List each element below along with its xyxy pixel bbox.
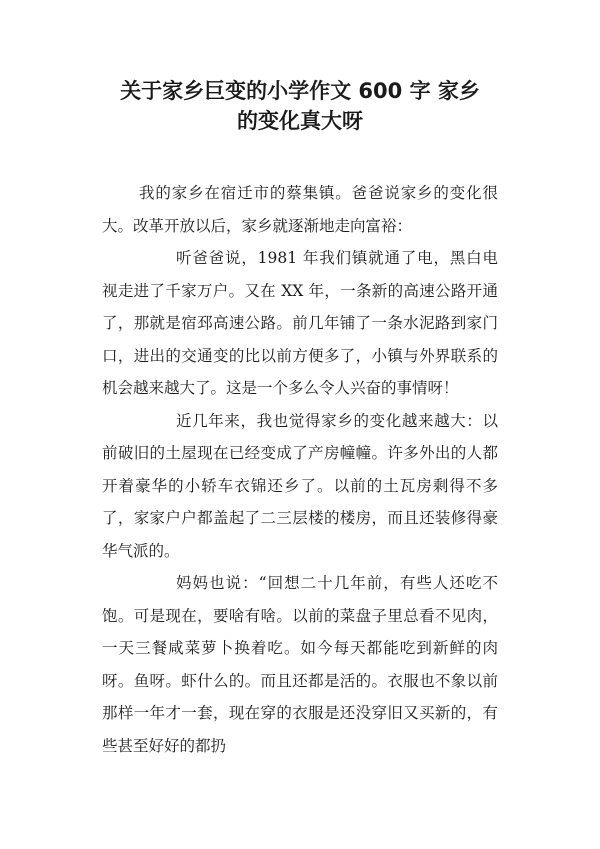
title-line-2: 的变化真大呀 [237,109,363,133]
document-title [80,76,520,136]
paragraph-4: 妈妈也说：“回想二十几年前，有些人还吃不饱。可是现在，要啥有啥。以前的菜盘子里总看不见肉，一天三餐咸菜萝卜换着吃。如今每天都能吃到新鲜的肉呀。鱼呀。虾什么的。而且还都是活的。衣服也不象以前那样一年才一套，现在穿的衣服是还没穿旧又买新的，有些甚至好好的都扔 [102,574,498,755]
title-line-1: 关于家乡巨变的小学作文 600 字 家乡 [120,79,480,103]
paragraph-2: 听爸爸说，1981 年我们镇就通了电，黑白电视走进了千家万户。又在 XX 年，一条新的高速公路开通了，那就是宿邳高速公路。前几年铺了一条水泥路到家门口，进出的交通变的比以前方便多了，小镇与外界联系的机会越来越大了。这是一个多么令人兴奋的事情呀！ [102,249,498,397]
paragraph-3: 近几年来，我也觉得家乡的变化越来越大：以前破旧的土屋现在已经变成了产房幢幢。许多外出的人都开着豪华的小轿车衣锦还乡了。以前的土瓦房剩得不多了，家家户户都盖起了二三层楼的楼房，而且还装修得豪华气派的。 [102,411,498,560]
essay-body [102,177,498,762]
paragraph-1: 我的家乡在宿迁市的蔡集镇。爸爸说家乡的变化很大。改革开放以后，家乡就逐渐地走向富裕： [102,184,498,235]
